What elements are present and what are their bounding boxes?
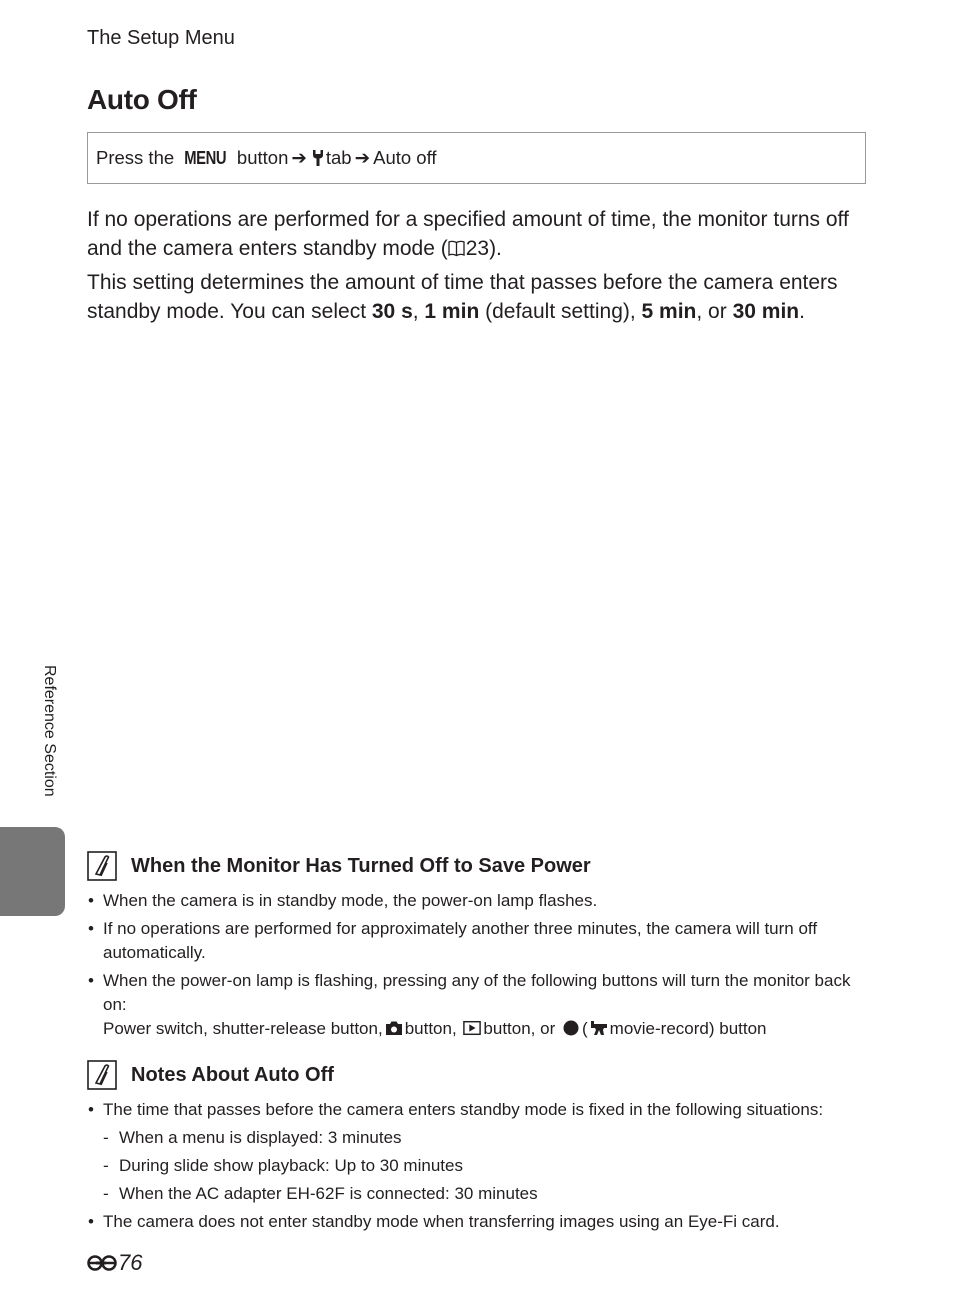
buttons-text: button, or [483,1019,556,1038]
dash-item: - When a menu is displayed: 3 minutes [87,1126,862,1150]
reference-section-icon [87,1253,117,1273]
separator: , or [696,300,733,323]
option-1min: 1 min [424,300,480,323]
note-heading-auto-off [87,1060,334,1090]
pencil-note-icon [87,1060,117,1090]
list-item: • When the camera is in standby mode, the power-on lamp flashes. [87,889,862,913]
buttons-text: button, [404,1019,457,1038]
list-item: • When the power-on lamp is flashing, pressing any of the following buttons will turn the monitor back on: [87,969,862,1017]
playback-icon [463,1020,481,1036]
arrow-right-icon: ➔ [291,147,307,168]
note-auto-off-list [87,1098,862,1238]
page-number [87,1250,142,1276]
note-title: When the Monitor Has Turned Off to Save Power [131,854,591,877]
note-title: Notes About Auto Off [131,1063,334,1086]
list-item: • The camera does not enter standby mode when transferring images using an Eye-Fi card. [87,1210,862,1234]
side-section-label: Reference Section [41,665,58,797]
page-title: Auto Off [87,84,197,115]
nav-press-text: Press the [96,147,175,168]
section-tab-marker [0,827,65,916]
pencil-note-icon [87,851,117,881]
buttons-text: Power switch, shutter-release button, [103,1019,383,1038]
period: . [799,300,805,323]
note-monitor-off-list [87,889,862,1045]
option-30min: 30 min [732,300,800,323]
menu-button-label: MENU [184,147,227,168]
camera-icon [385,1020,403,1036]
book-reference-icon [448,240,465,257]
separator: , [412,300,425,323]
nav-destination: Auto off [373,147,437,168]
movie-camera-icon [590,1020,608,1036]
page-reference-number: 23 [465,237,490,260]
para1-text: If no operations are performed for a specified amount of time, the monitor turns off and the camera enters standby mode ( [87,208,849,260]
dash-item: - When the AC adapter EH-62F is connected: 30 minutes [87,1182,862,1206]
options-paragraph [87,268,877,326]
buttons-text: movie-record) button [609,1019,767,1038]
note-heading-monitor-off [87,851,591,881]
separator: (default setting), [479,300,642,323]
page-number-text: 76 [118,1250,143,1275]
menu-path-box [87,132,866,184]
para1-end: ). [489,237,502,260]
option-5min: 5 min [641,300,697,323]
buttons-line [87,1017,862,1041]
buttons-text: ( [581,1019,588,1038]
intro-paragraph [87,205,877,263]
option-30s: 30 s [371,300,413,323]
list-item: • The time that passes before the camera enters standby mode is fixed in the following situations: [87,1098,862,1122]
record-dot-icon [562,1020,580,1036]
dash-item: - During slide show playback: Up to 30 minutes [87,1154,862,1178]
nav-tab-text: tab [325,147,352,168]
para2-text: This setting determines the amount of time that passes before the camera enters standby mode. You can select [87,271,838,323]
section-header: The Setup Menu [87,27,235,49]
list-item: • If no operations are performed for approximately another three minutes, the camera will turn off automatically. [87,917,862,965]
arrow-right-icon: ➔ [354,147,371,168]
wrench-icon [312,149,324,167]
nav-button-text: button [236,147,289,168]
